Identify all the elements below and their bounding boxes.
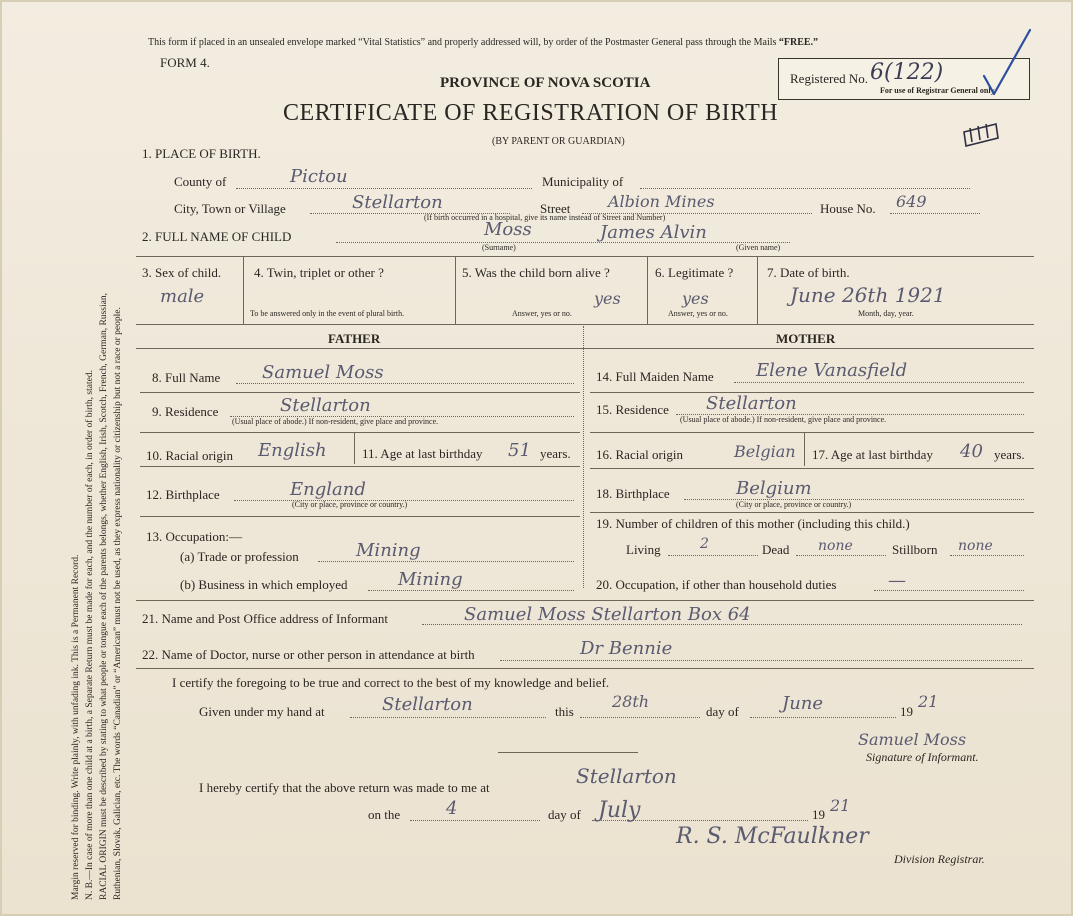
given-place-value: Stellarton <box>382 694 473 715</box>
registrar-place-value: Stellarton <box>576 764 677 788</box>
mother-occupation-value: — <box>888 570 906 591</box>
alive-note: Answer, yes or no. <box>512 309 572 318</box>
house-value: 649 <box>896 192 927 211</box>
mother-racial-label: 16. Racial origin <box>596 447 684 462</box>
registrar-signature: R. S. McFaulkner <box>676 824 869 849</box>
child-given-value: James Alvin <box>600 222 707 243</box>
mother-name-value: Elene Vanasfield <box>756 360 908 381</box>
father-birthplace-note: (City or place, province or country.) <box>292 500 408 509</box>
registrar-day-of-label: day of <box>548 807 581 822</box>
dead-value: none <box>818 538 853 554</box>
informant-signature: Samuel Moss <box>858 730 967 749</box>
city-label: City, Town or Village <box>174 201 286 216</box>
page-title: CERTIFICATE OF REGISTRATION OF BIRTH <box>283 100 779 126</box>
alive-label: 5. Was the child born alive ? <box>462 265 610 280</box>
stamp-mark <box>964 124 998 146</box>
father-birthplace-value: England <box>290 479 366 500</box>
street-label: Street <box>540 201 571 216</box>
certify-day-of-label: day of <box>706 704 739 719</box>
father-years-label: years. <box>540 446 571 461</box>
legitimate-label: 6. Legitimate ? <box>655 265 734 280</box>
registrar-month-value: July <box>598 798 641 823</box>
doctor-value: Dr Bennie <box>580 638 673 659</box>
father-residence-value: Stellarton <box>280 395 371 416</box>
alive-value: yes <box>594 289 621 308</box>
registered-label: Registered No. <box>790 71 868 86</box>
father-birthplace-label: 12. Birthplace <box>146 487 220 502</box>
dob-label: 7. Date of birth. <box>767 265 850 280</box>
margin-note-multiple-births: N. B.—In case of more than one child at a birth, a Separate Return must be made for each, and the number of each, in order of birth, stated. <box>85 370 95 900</box>
mother-birthplace-note: (City or place, province or country.) <box>736 500 852 509</box>
informant-label: 21. Name and Post Office address of Informant <box>142 611 388 626</box>
informant-signature-label: Signature of Informant. <box>866 750 979 764</box>
father-residence-note: (Usual place of abode.) If non-resident, give place and province. <box>232 417 439 426</box>
hospital-note: (If birth occurred in a hospital, give its name instead of Street and Number) <box>424 213 666 222</box>
given-note: (Given name) <box>736 243 781 252</box>
living-label: Living <box>626 542 661 557</box>
mother-residence-label: 15. Residence <box>596 402 669 417</box>
father-occupation-label: 13. Occupation:— <box>146 529 243 544</box>
mother-residence-note: (Usual place of abode.) If non-resident, give place and province. <box>680 415 887 424</box>
registered-number: 6(122) <box>870 60 944 85</box>
city-value: Stellarton <box>352 192 443 213</box>
mother-birthplace-value: Belgium <box>736 478 812 499</box>
mother-residence-value: Stellarton <box>706 393 797 414</box>
postal-notice-text: This form if placed in an unsealed envelope marked “Vital Statistics” and properly addressed will, by order of the Postmaster General pass through the Mails <box>148 37 777 48</box>
place-section-heading: 1. PLACE OF BIRTH. <box>142 146 261 161</box>
surname-note: (Surname) <box>482 243 516 252</box>
mother-heading: MOTHER <box>776 331 836 346</box>
this-label: this <box>555 704 574 719</box>
given-under-label: Given under my hand at <box>199 704 325 719</box>
house-label: House No. <box>820 201 876 216</box>
registered-note: For use of Registrar General only <box>880 86 995 95</box>
mother-racial-value: Belgian <box>734 442 796 461</box>
father-heading: FATHER <box>328 331 381 346</box>
certify-month-value: June <box>782 693 824 714</box>
informant-value: Samuel Moss Stellarton Box 64 <box>464 604 751 625</box>
father-age-value: 51 <box>508 440 531 461</box>
doctor-label: 22. Name of Doctor, nurse or other person in attendance at birth <box>142 647 475 662</box>
page-subtitle: (BY PARENT OR GUARDIAN) <box>492 136 625 147</box>
father-age-label: 11. Age at last birthday <box>362 446 483 461</box>
mother-age-label: 17. Age at last birthday <box>812 447 933 462</box>
dob-note: Month, day, year. <box>858 309 914 318</box>
father-name-value: Samuel Moss <box>262 362 384 383</box>
legitimate-note: Answer, yes or no. <box>668 309 728 318</box>
certify-year-prefix: 19 <box>900 704 913 719</box>
postal-free-label: “FREE.” <box>778 37 819 48</box>
legitimate-value: yes <box>682 289 709 308</box>
registrar-signature-label: Division Registrar. <box>894 852 985 866</box>
stillborn-label: Stillborn <box>892 542 938 557</box>
stillborn-value: none <box>958 538 993 554</box>
certify-day-value: 28th <box>612 692 650 711</box>
mother-birthplace-label: 18. Birthplace <box>596 486 670 501</box>
mother-children-label: 19. Number of children of this mother (including this child.) <box>596 516 910 531</box>
sex-label: 3. Sex of child. <box>142 265 222 280</box>
mother-occupation-label: 20. Occupation, if other than household duties <box>596 577 837 592</box>
living-value: 2 <box>700 536 709 552</box>
twin-label: 4. Twin, triplet or other ? <box>254 265 384 280</box>
province-heading: PROVINCE OF NOVA SCOTIA <box>440 75 651 91</box>
mother-years-label: years. <box>994 447 1025 462</box>
father-trade-label: (a) Trade or profession <box>180 549 299 564</box>
county-label: County of <box>174 174 227 189</box>
twin-note: To be answered only in the event of plural birth. <box>250 309 405 318</box>
sex-value: male <box>160 286 205 307</box>
street-value: Albion Mines <box>608 192 715 211</box>
on-the-label: on the <box>368 807 401 822</box>
mother-age-value: 40 <box>960 441 983 462</box>
registrar-statement: I hereby certify that the above return was made to me at <box>199 780 490 795</box>
registrar-year-value: 21 <box>830 796 851 815</box>
father-trade-value: Mining <box>356 540 421 561</box>
dob-value: June 26th 1921 <box>790 283 946 307</box>
registrar-day-value: 4 <box>446 798 458 819</box>
county-value: Pictou <box>290 166 348 187</box>
father-racial-value: English <box>258 440 327 461</box>
margin-note-racial-origin-cont: Ruthenian, Slovak, Galician, etc. The words “Canadian” or “American” must not be used, as they express nationality or citizenship but not a race or people. <box>113 307 123 900</box>
dead-label: Dead <box>762 542 790 557</box>
certify-year-value: 21 <box>918 692 939 711</box>
father-business-label: (b) Business in which employed <box>180 577 348 592</box>
father-business-value: Mining <box>398 569 463 590</box>
margin-note-racial-origin: RACIAL ORIGIN must be described by stating to what people or tongue each of the parents belongs, whether English, Irish, Scotch, French, German, Russian, <box>99 293 109 900</box>
blue-check-mark <box>984 30 1030 94</box>
registrar-year-prefix: 19 <box>812 807 825 822</box>
child-name-label: 2. FULL NAME OF CHILD <box>142 229 292 244</box>
municipality-label: Municipality of <box>542 174 624 189</box>
father-racial-label: 10. Racial origin <box>146 448 234 463</box>
father-residence-label: 9. Residence <box>152 404 219 419</box>
certify-statement: I certify the foregoing to be true and correct to the best of my knowledge and belief. <box>172 675 610 690</box>
margin-note-binding: Margin reserved for binding. Write plainly, with unfading ink. This is a Permanent Record. <box>71 554 81 900</box>
form-number: FORM 4. <box>160 55 210 70</box>
father-name-label: 8. Full Name <box>152 370 221 385</box>
child-surname-value: Moss <box>484 219 532 240</box>
mother-name-label: 14. Full Maiden Name <box>596 369 714 384</box>
